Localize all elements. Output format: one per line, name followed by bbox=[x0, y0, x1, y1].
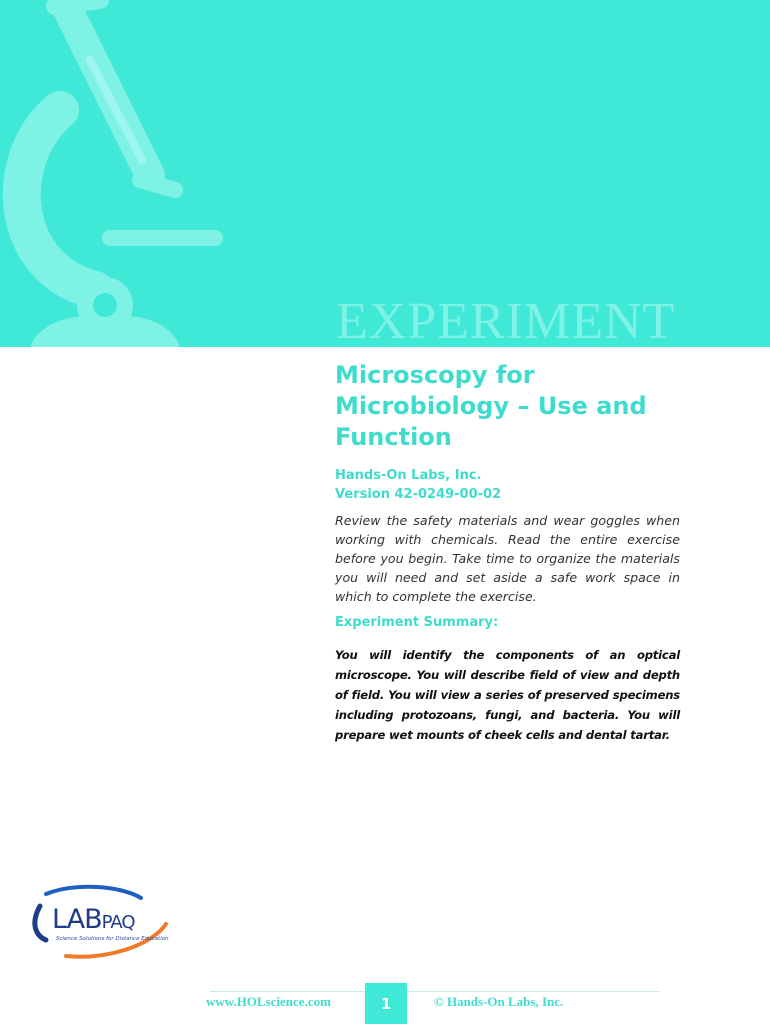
logo-text-paq: PAQ bbox=[101, 912, 135, 933]
publisher-block bbox=[335, 466, 665, 504]
labpaq-logo bbox=[26, 884, 176, 960]
document-title: Microscopy for Microbiology – Use and Function bbox=[335, 361, 647, 451]
summary-heading: Experiment Summary: bbox=[335, 615, 499, 630]
version-number: Version 42-0249-00-02 bbox=[335, 487, 502, 502]
footer-copyright: © Hands-On Labs, Inc. bbox=[434, 994, 564, 1009]
summary-body: You will identify the components of an optical microscope. You will describe field of view and depth of field. You will view a series of preserved specimens including protozoans, fungi, and bacteria. You will prepare wet mounts of cheek cells and dental tartar. bbox=[335, 648, 680, 742]
safety-intro: Review the safety materials and wear goggles when working with chemicals. Read the entire exercise before you begin. Take time to organize the materials you will need and set aside a safe work space in which to complete the exercise. bbox=[335, 513, 680, 604]
publisher-name: Hands-On Labs, Inc. bbox=[335, 468, 482, 483]
header-banner bbox=[0, 0, 770, 347]
logo-wordmark bbox=[52, 906, 135, 933]
experiment-label: EXPERIMENT bbox=[336, 293, 676, 347]
footer-website[interactable]: www.HOLscience.com bbox=[206, 994, 331, 1009]
logo-tagline: Science Solutions for Distance Education bbox=[56, 936, 169, 942]
footer-divider bbox=[210, 991, 660, 992]
page-number: 1 bbox=[365, 983, 407, 1024]
logo-text-lab: LAB bbox=[52, 904, 102, 935]
